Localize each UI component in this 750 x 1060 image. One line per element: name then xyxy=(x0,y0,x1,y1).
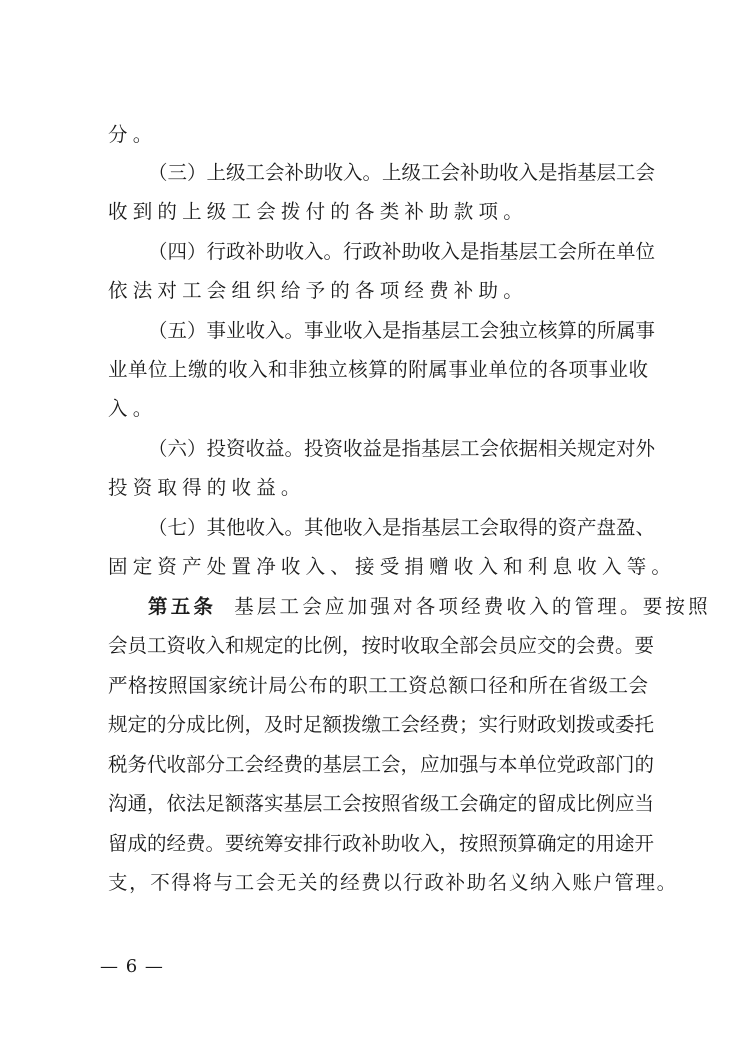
text-line: 入。 xyxy=(108,397,158,420)
text-line: （七）其他收入。其他收入是指基层工会取得的资产盘盈、 xyxy=(148,516,656,539)
text-line: 固定资产处置净收入、接受捐赠收入和利息收入等。 xyxy=(108,555,677,578)
text-line: 沟通，依法足额落实基层工会按照省级工会确定的留成比例应当 xyxy=(108,792,655,815)
article-label: 第五条 xyxy=(148,595,217,618)
text-line: （四）行政补助收入。行政补助收入是指基层工会所在单位 xyxy=(148,240,656,263)
text-line: （六）投资收益。投资收益是指基层工会依据相关规定对外 xyxy=(148,437,656,460)
article-text: 基层工会应加强对各项经费收入的管理。要按照 xyxy=(234,595,711,618)
text-line: （五）事业收入。事业收入是指基层工会独立核算的所属事 xyxy=(148,319,656,342)
text-line: 投资取得的收益。 xyxy=(108,476,306,499)
text-line: （三）上级工会补助收入。上级工会补助收入是指基层工会 xyxy=(148,161,656,184)
text-line: 规定的分成比例，及时足额拨缴工会经费；实行财政划拨或委托 xyxy=(108,713,655,736)
article-line xyxy=(148,594,711,620)
text-line: 支，不得将与工会无关的经费以行政补助名义纳入账户管理。 xyxy=(108,871,678,894)
text-line: 留成的经费。要统筹安排行政补助收入，按照预算确定的用途开 xyxy=(108,832,655,855)
text-line: 分。 xyxy=(108,123,158,146)
page-number: — 6 — xyxy=(100,956,164,977)
text-line: 税务代收部分工会经费的基层工会，应加强与本单位党政部门的 xyxy=(108,753,655,776)
text-line: 严格按照国家统计局公布的职工工资总额口径和所在省级工会 xyxy=(108,674,648,697)
text-line: 依法对工会组织给予的各项经费补助。 xyxy=(108,279,528,302)
text-line: 业单位上缴的收入和非独立核算的附属事业单位的各项事业收 xyxy=(108,358,648,381)
text-line: 会员工资收入和规定的比例，按时收取全部会员应交的会费。要 xyxy=(108,634,655,657)
text-line: 收到的上级工会拨付的各类补助款项。 xyxy=(108,200,528,223)
